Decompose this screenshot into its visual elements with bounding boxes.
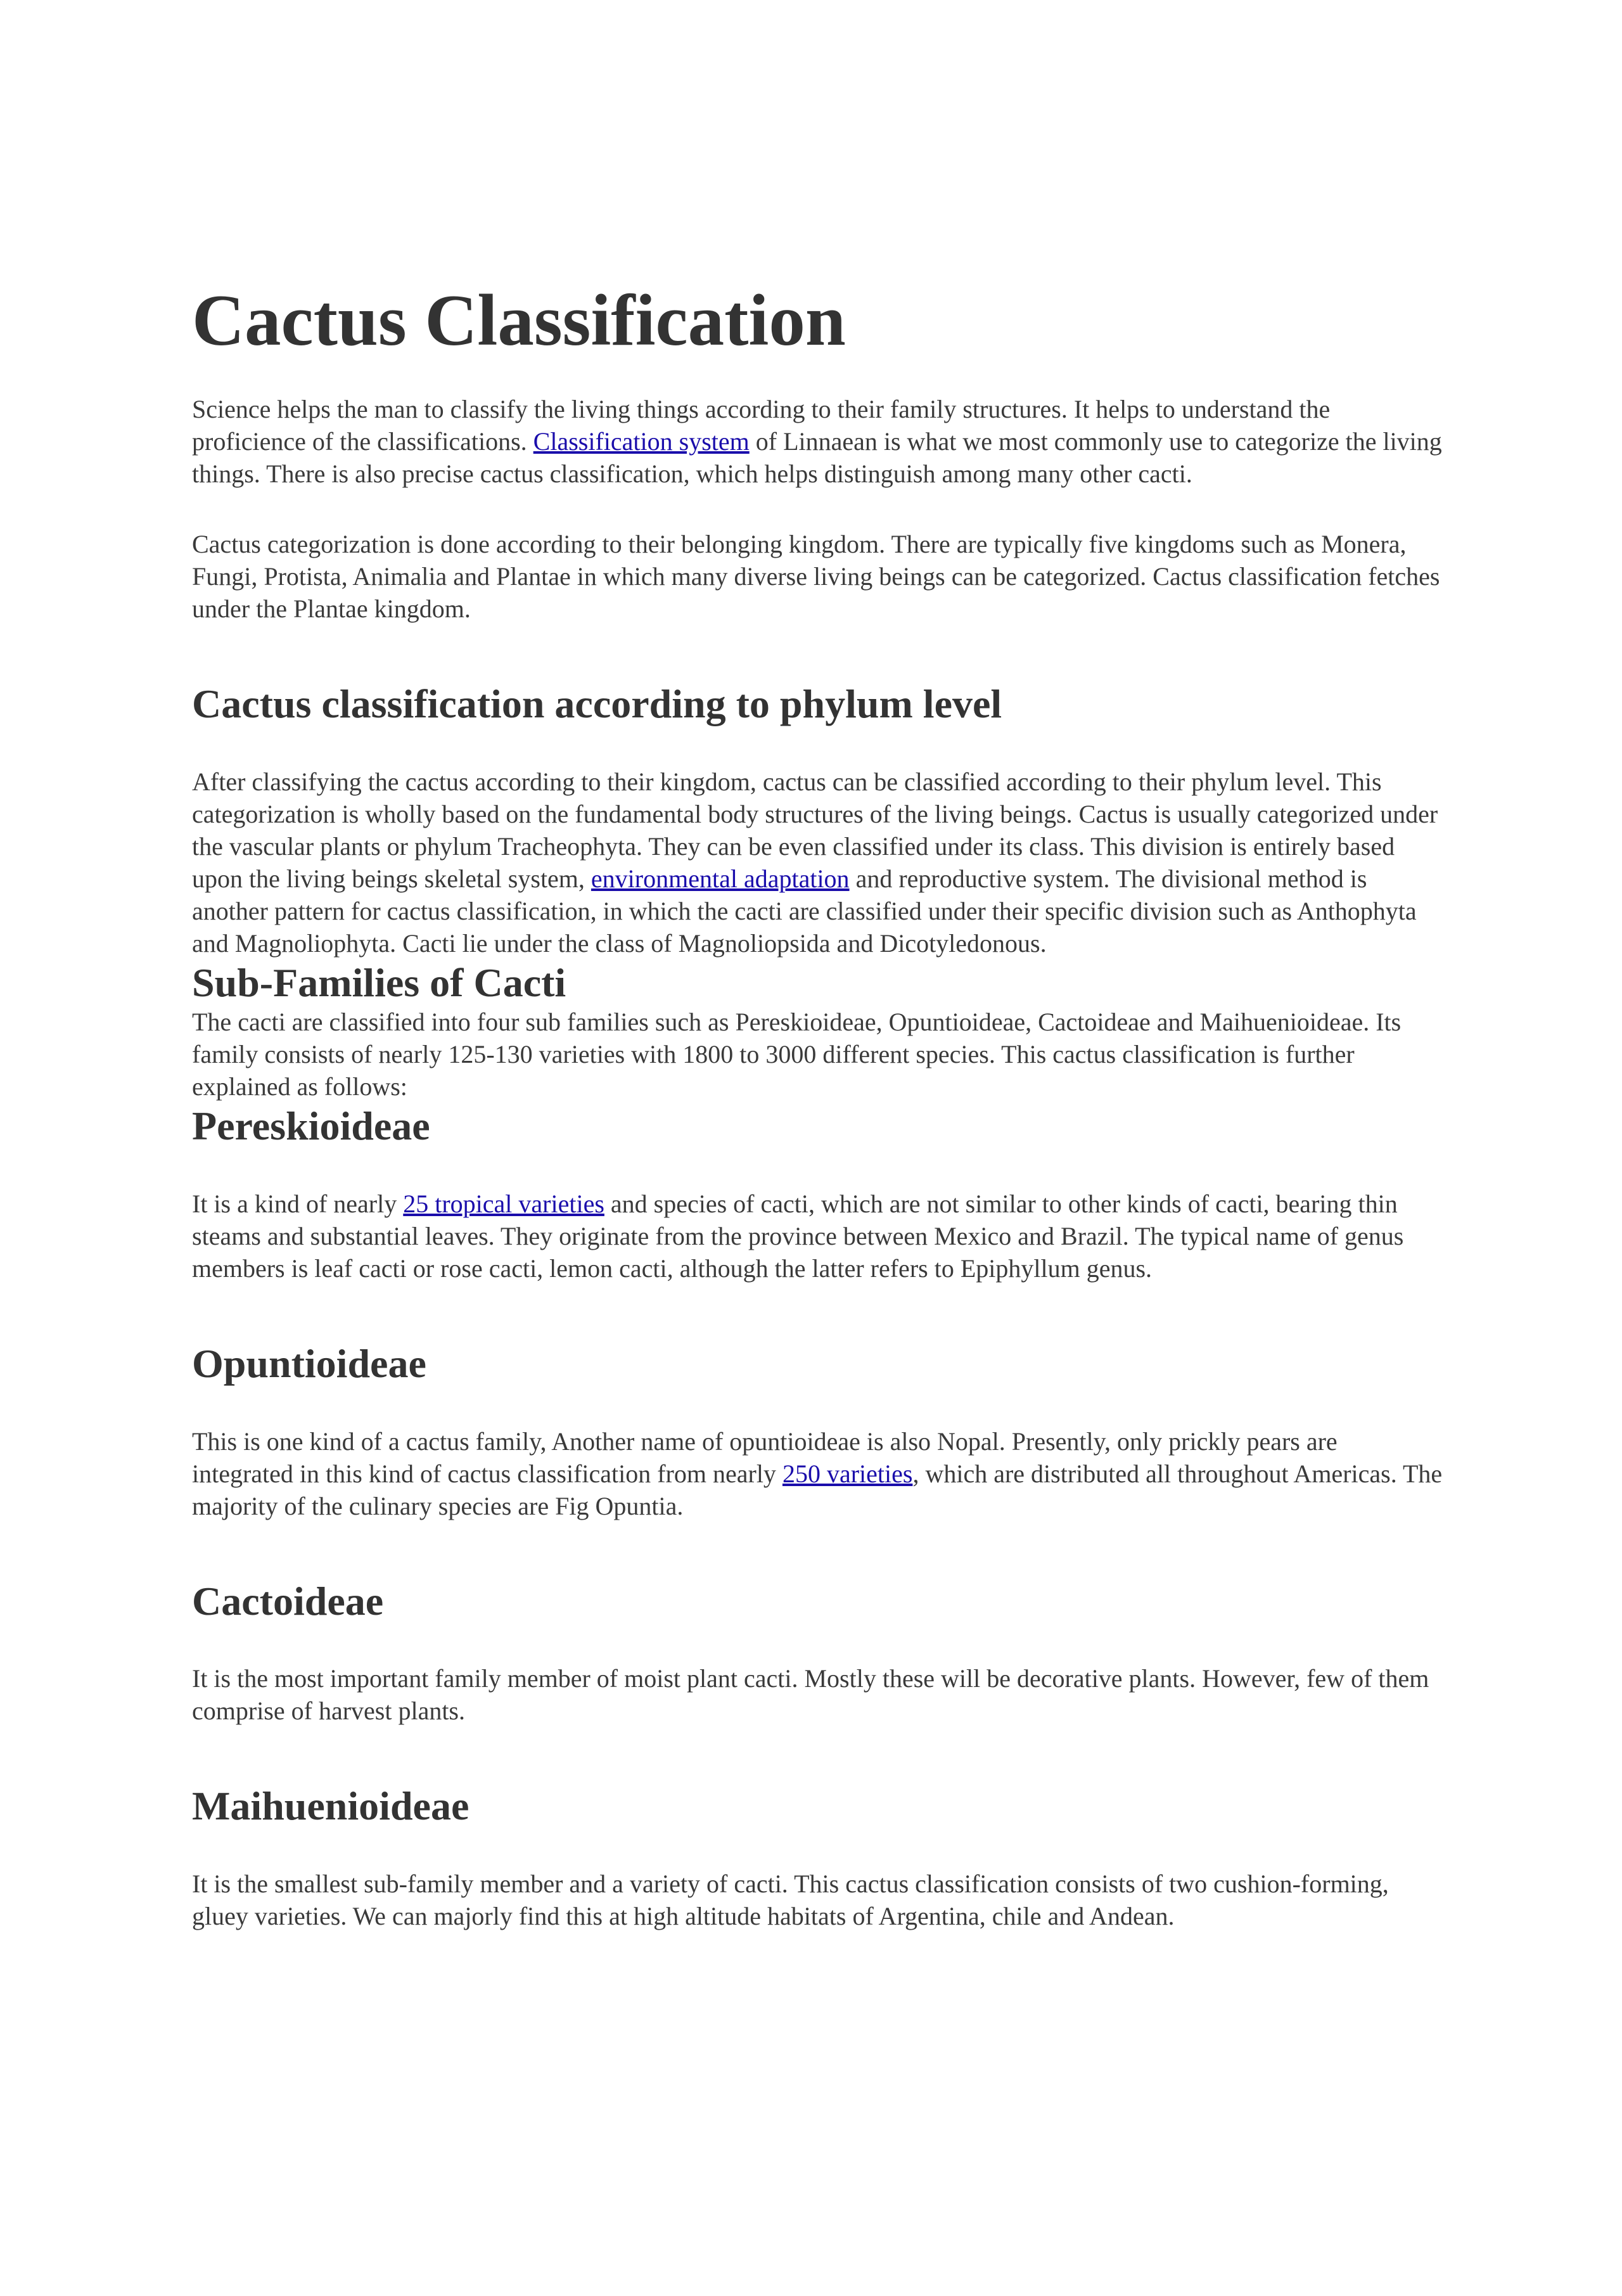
spacer <box>192 490 1443 528</box>
pereskioideae-heading: Pereskioideae <box>192 1103 430 1149</box>
cactoideae-paragraph: It is the most important family member of moist plant cacti. Mostly these will be decorative plants. However, few of them comprise of harvest plants. <box>192 1664 1429 1726</box>
phylum-heading: Cactus classification according to phylum level <box>192 681 1002 727</box>
opuntioideae-text-b: , which are distributed all throughout Americas. The majority of the culinary species are Fig Opuntia. <box>192 1459 1443 1520</box>
environmental-adaptation-link[interactable]: environmental adaptation <box>591 864 850 893</box>
pereskioideae-text-b: and species of cacti, which are not similar to other kinds of cacti, bearing thin steams and substantial leaves. They originate from the province between Mexico and Brazil. The typical name of genus members is leaf cacti or rose cacti, lemon cacti, although the latter refers to Epiphyllum genus. <box>192 1190 1404 1283</box>
opuntioideae-heading: Opuntioideae <box>192 1341 426 1387</box>
spacer <box>192 1387 1443 1425</box>
phylum-text-a: After classifying the cactus according to their kingdom, cactus can be classified according to their phylum level. This categorization is wholly based on the fundamental body structures of the living beings. Cactus is usually categorized under the vascular plants or phylum Tracheophyta. They can be even classified under its class. This division is entirely based upon the living beings skeletal system, <box>192 767 1438 893</box>
classification-system-link[interactable]: Classification system <box>533 427 750 456</box>
opuntioideae-paragraph <box>192 1425 1443 1522</box>
intro-text-a: Science helps the man to classify the living things according to their family structures. It helps to understand the proficience of the classifications. <box>192 395 1331 456</box>
maihuenioideae-paragraph: It is the smallest sub-family member and a variety of cacti. This cactus classification consists of two cushion-forming, gluey varieties. We can majorly find this at high altitude habitats of Argentina, chile and Andean. <box>192 1869 1389 1930</box>
spacer <box>192 1624 1443 1662</box>
opuntioideae-text-a: This is one kind of a cactus family, Another name of opuntioideae is also Nopal. Presently, only prickly pears are integrated in this kind of cactus classification from nearly <box>192 1427 1338 1488</box>
document-page <box>192 279 1443 1932</box>
maihuenioideae-heading: Maihuenioideae <box>192 1783 469 1829</box>
cactoideae-heading: Cactoideae <box>192 1578 384 1624</box>
spacer <box>192 1830 1443 1868</box>
spacer <box>192 1727 1443 1783</box>
pereskioideae-text-a: It is a kind of nearly <box>192 1190 404 1219</box>
spacer <box>192 728 1443 766</box>
250-varieties-link[interactable]: 250 varieties <box>782 1459 913 1488</box>
tropical-varieties-link[interactable]: 25 tropical varieties <box>403 1190 604 1219</box>
subfamilies-paragraph: The cacti are classified into four sub families such as Pereskioideae, Opuntioideae, Cactoideae and Maihuenioideae. Its family consists of nearly 125-130 varieties with 1800 to 3000 different species. This cactus classification is further explained as follows: <box>192 1008 1402 1101</box>
intro-text-b: of Linnaean is what we most commonly use to categorize the living things. There is also precise cactus classification, which helps distinguish among many other cacti. <box>192 427 1442 489</box>
intro-paragraph-1 <box>192 393 1443 490</box>
intro-paragraph-2: Cactus categorization is done according to their belonging kingdom. There are typically five kingdoms such as Monera, Fungi, Protista, Animalia and Plantae in which many diverse living beings can be categorized. Cactus classification fetches under the Plantae kingdom. <box>192 530 1440 624</box>
phylum-text-b: and reproductive system. The divisional method is another pattern for cactus classification, in which the cacti are classified under their specific division such as Anthophyta and Magnoliophyta. Cacti lie under the class of Magnoliopsida and Dicotyledonous. <box>192 864 1417 958</box>
spacer <box>192 1150 1443 1188</box>
spacer <box>192 1522 1443 1578</box>
pereskioideae-paragraph <box>192 1188 1443 1285</box>
spacer <box>192 625 1443 681</box>
phylum-paragraph <box>192 766 1443 959</box>
subfamilies-heading: Sub-Families of Cacti <box>192 959 566 1005</box>
spacer <box>192 1285 1443 1340</box>
page-title: Cactus Classification <box>192 280 846 361</box>
